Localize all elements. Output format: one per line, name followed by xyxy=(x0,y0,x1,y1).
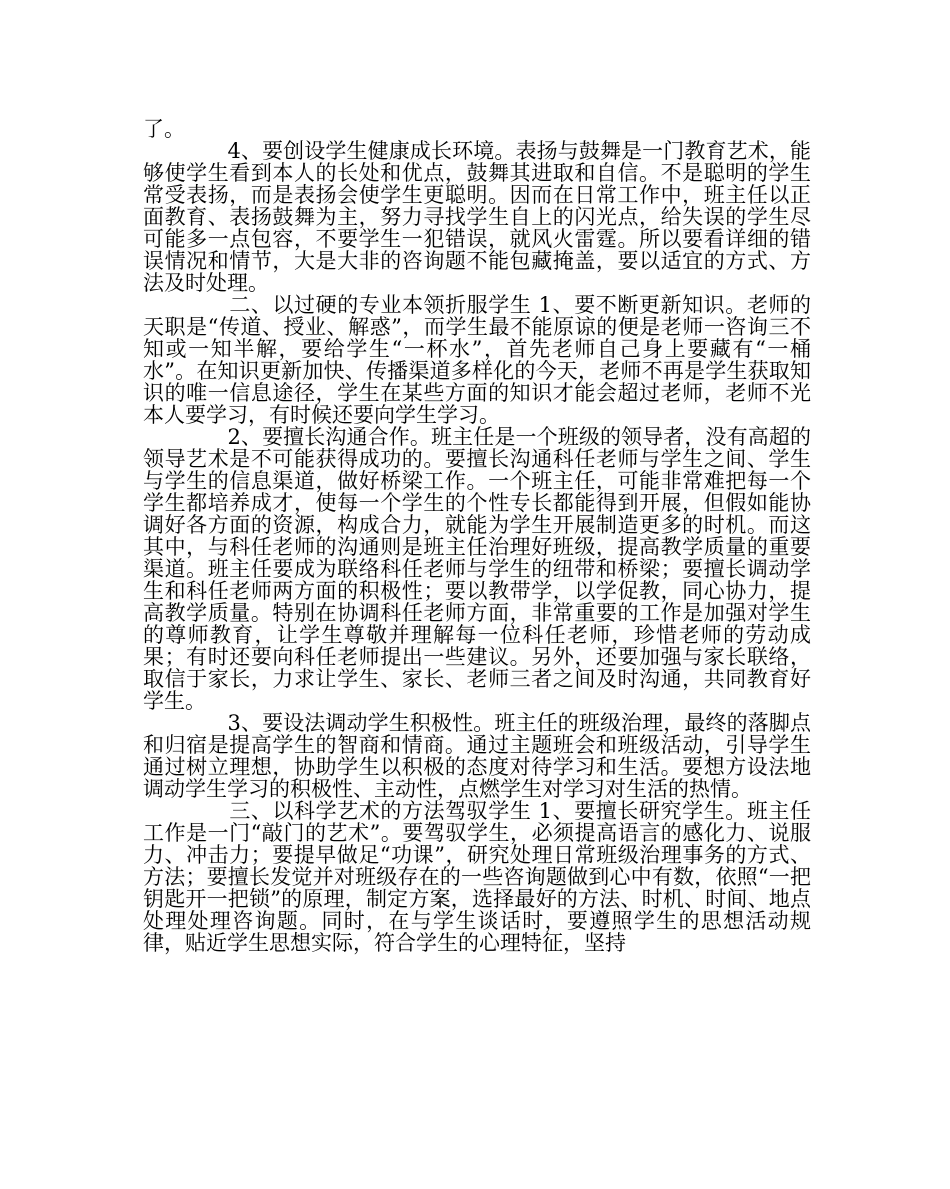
paragraph-professional-skill: 二、以过硬的专业本领折服学生 1、要不断更新知识。老师的天职是“传道、授业、解惑”，而学生最不能原谅的便是老师一咨询三不知或一知半解，要给学生“一杯水”，首先老师自己身上要藏有“一桶水”。在知识更新加快、传播渠道多样化的今天，老师不再是学生获取知识的唯一信息途径，学生在某些方面的知识才能会超过老师，老师不光本人要学习，有时候还要向学生学习。 xyxy=(143,293,811,427)
document-body xyxy=(143,118,811,954)
paragraph-motivation: 3、要设法调动学生积极性。班主任的班级治理，最终的落脚点和归宿是提高学生的智商和情商。通过主题班会和班级活动，引导学生通过树立理想，协助学生以积极的态度对待学习和生活。要想方设法地调动学生学习的积极性、主动性，点燃学生对学习对生活的热情。 xyxy=(143,711,811,801)
paragraph-communication: 2、要擅长沟通合作。班主任是一个班级的领导者，没有高超的领导艺术是不可能获得成功的。要擅长沟通科任老师与学生之间、学生与学生的信息渠道，做好桥梁工作。一个班主任，可能非常难把每一个学生都培养成才，使每一个学生的个性专长都能得到开展，但假如能协调好各方面的资源，构成合力，就能为学生开展制造更多的时机。而这其中，与科任老师的沟通则是班主任治理好班级，提高教学质量的重要渠道。班主任要成为联络科任老师与学生的纽带和桥梁；要擅长调动学生和科任老师两方面的积极性；要以教带学，以学促教，同心协力，提高教学质量。特别在协调科任老师方面，非常重要的工作是加强对学生的尊师教育，让学生尊敬并理解每一位科任老师，珍惜老师的劳动成果；有时还要向科任老师提出一些建议。另外，还要加强与家长联络，取信于家长，力求让学生、家长、老师三者之间及时沟通，共同教育好学生。 xyxy=(143,425,811,713)
paragraph-scientific-method: 三、以科学艺术的方法驾驭学生 1、要擅长研究学生。班主任工作是一门“敲门的艺术”。要驾驭学生，必须提高语言的感化力、说服力、冲击力；要提早做足“功课”，研究处理日常班级治理事务的方式、方法；要擅长发觉并对班级存在的一些咨询题做到心中有数，依照“一把钥匙开一把锁”的原理，制定方案，选择最好的方法、时机、时间、地点处理处理咨询题。同时，在与学生谈话时，要遵照学生的思想活动规律，贴近学生思想实际，符合学生的心理特征，坚持 xyxy=(143,799,811,955)
paragraph-continuation: 了。 xyxy=(143,117,185,141)
paragraph-healthy-environment: 4、要创设学生健康成长环境。表扬与鼓舞是一门教育艺术，能够使学生看到本人的长处和优点，鼓舞其进取和自信。不是聪明的学生常受表扬，而是表扬会使学生更聪明。因而在日常工作中，班主任以正面教育、表扬鼓舞为主，努力寻找学生自上的闪光点，给失误的学生尽可能多一点包容，不要学生一犯错误，就风火雷霆。所以要看详细的错误情况和情节，大是大非的咨询题不能包藏掩盖，要以适宜的方式、方法及时处理。 xyxy=(143,139,811,295)
